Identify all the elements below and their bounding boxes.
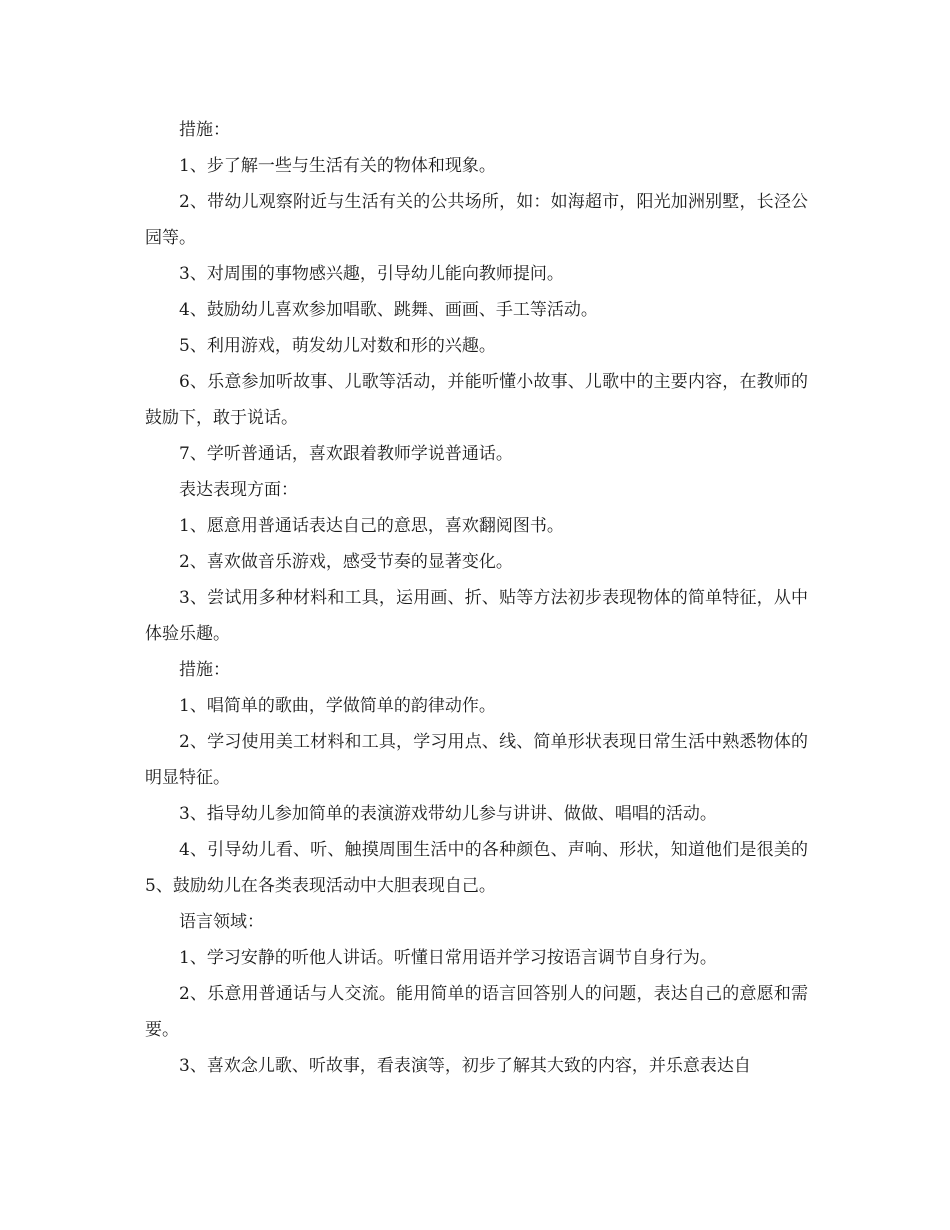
language-item-3: 3、喜欢念儿歌、听故事，看表演等，初步了解其大致的内容，并乐意表达自 xyxy=(179,1056,751,1076)
document-page xyxy=(145,112,808,1084)
measure-item-7: 7、学听普通话，喜欢跟着教师学说普通话。 xyxy=(179,444,513,464)
measure-item-5: 5、利用游戏，萌发幼儿对数和形的兴趣。 xyxy=(179,336,496,356)
measure-item-3: 3、对周围的事物感兴趣，引导幼儿能向教师提问。 xyxy=(179,264,564,284)
measure-item-1: 1、步了解一些与生活有关的物体和现象。 xyxy=(179,156,496,176)
expression-item-2: 2、喜欢做音乐游戏，感受节奏的显著变化。 xyxy=(179,552,513,572)
expression-item-3: 3、尝试用多种材料和工具，运用画、折、贴等方法初步表现物体的简单特征，从中体验乐趣。 xyxy=(145,588,808,644)
measure-item-4: 4、鼓励幼儿喜欢参加唱歌、跳舞、画画、手工等活动。 xyxy=(179,300,598,320)
language-item-2: 2、乐意用普通话与人交流。能用简单的语言回答别人的问题，表达自己的意愿和需要。 xyxy=(145,984,808,1040)
language-item-1: 1、学习安静的听他人讲话。听懂日常用语并学习按语言调节自身行为。 xyxy=(179,948,717,968)
expression-item-1: 1、愿意用普通话表达自己的意思，喜欢翻阅图书。 xyxy=(179,516,564,536)
measure2-item-1: 1、唱简单的歌曲，学做简单的韵律动作。 xyxy=(179,696,496,716)
heading-measures-2: 措施： xyxy=(179,660,230,680)
measure2-item-2: 2、学习使用美工材料和工具，学习用点、线、简单形状表现日常生活中熟悉物体的明显特征。 xyxy=(145,732,808,788)
heading-measures-1: 措施： xyxy=(179,120,230,140)
heading-language: 语言领域： xyxy=(179,912,264,932)
measure2-item-3: 3、指导幼儿参加简单的表演游戏带幼儿参与讲讲、做做、唱唱的活动。 xyxy=(179,804,717,824)
measure-item-2: 2、带幼儿观察附近与生活有关的公共场所，如：如海超市，阳光加洲别墅，长泾公园等。 xyxy=(145,192,808,248)
measure2-item-4: 4、引导幼儿看、听、触摸周围生活中的各种颜色、声响、形状，知道他们是很美的5、鼓励幼儿在各类表现活动中大胆表现自己。 xyxy=(145,840,808,896)
measure-item-6: 6、乐意参加听故事、儿歌等活动，并能听懂小故事、儿歌中的主要内容，在教师的鼓励下，敢于说话。 xyxy=(145,372,808,428)
heading-expression: 表达表现方面： xyxy=(179,480,298,500)
